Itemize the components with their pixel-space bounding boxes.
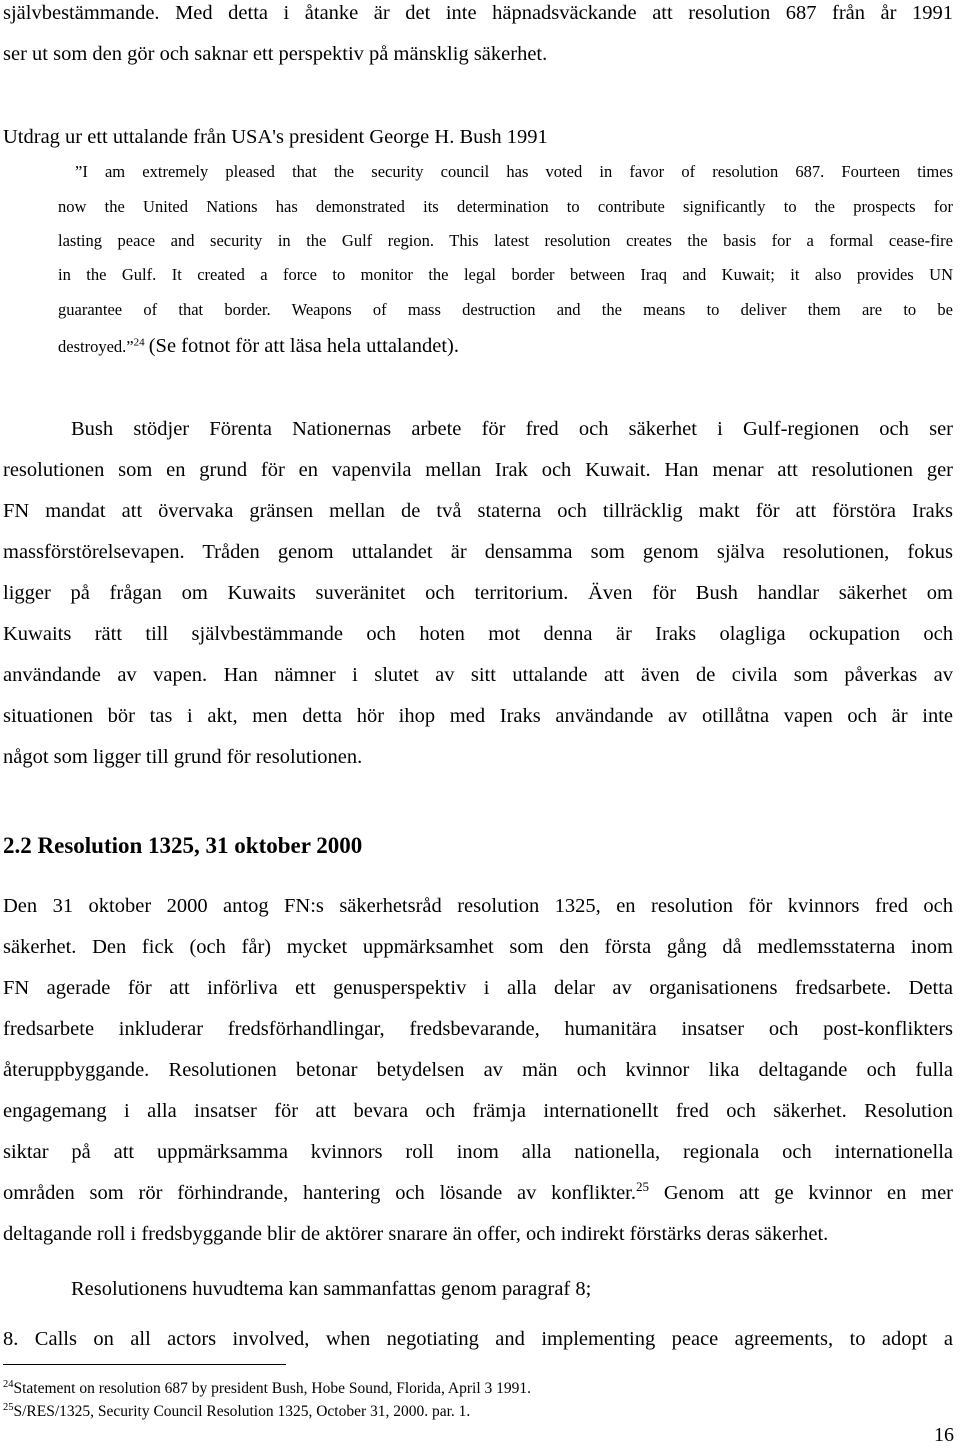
quote-line-6: [3, 329, 953, 364]
res1325-line-3: FN agerade för att införliva ett genusperspektiv i alla delar av organisationens fredsarbete. Detta: [3, 977, 953, 999]
res1325-line-6: engagemang i alla insatser för att bevara och främja internationellt fred och säkerhet. Resolution: [3, 1100, 953, 1122]
res1325-line-4: fredsarbete inkluderar fredsförhandlingar, fredsbevarande, humanitära insatser och post-konflikters: [3, 1018, 953, 1040]
res1325-line-9: deltagande roll i fredsbyggande blir de aktörer snarare än offer, och indirekt förstärks deras säkerhet.: [3, 1223, 829, 1245]
footnote-25-text: S/RES/1325, Security Council Resolution 1325, October 31, 2000. par. 1.: [13, 1403, 471, 1420]
bush-para-line-4: massförstörelsevapen. Tråden genom uttalandet är densamma som genom själva resolutionen, fokus: [3, 541, 953, 563]
bush-para-line-1: Bush stödjer Förenta Nationernas arbete för fred och säkerhet i Gulf-regionen och ser: [71, 418, 953, 440]
res1325-line-1: Den 31 oktober 2000 antog FN:s säkerhetsråd resolution 1325, en resolution för kvinnors fred och: [3, 895, 953, 917]
footnote-ref-24[interactable]: 24: [133, 336, 145, 349]
bush-para-line-8: situationen bör tas i akt, men detta hör ihop med Iraks användande av otillåtna vapen och är inte: [3, 705, 953, 727]
res1325-line-7: siktar på att uppmärksamma kvinnors roll inom alla nationella, regionala och internationella: [3, 1141, 953, 1163]
footnote-24-number: 24: [3, 1378, 14, 1390]
quote-line-1-text: I am extremely pleased that the security council has voted in favor of resolution 687. Fourteen times: [82, 162, 953, 181]
quote-line-6-text: destroyed.: [58, 337, 127, 356]
quote-line-2: now the United Nations has demonstrated its determination to contribute significantly to the prospects for: [58, 197, 953, 216]
quote-heading: Utdrag ur ett uttalande från USA's president George H. Bush 1991: [3, 126, 548, 148]
paragraph-8-line: 8. Calls on all actors involved, when negotiating and implementing peace agreements, to adopt a: [3, 1328, 953, 1350]
res1325-line-8: [3, 1173, 953, 1214]
bush-para-line-6: Kuwaits rätt till självbestämmande och hoten mot denna är Iraks olagliga ockupation och: [3, 623, 953, 645]
footnote-24: [3, 1377, 531, 1400]
footnote-separator: [3, 1364, 286, 1365]
bush-para-line-2: resolutionen som en grund för en vapenvila mellan Irak och Kuwait. Han menar att resolutionen ger: [3, 459, 953, 481]
quote-line-5: guarantee of that border. Weapons of mass destruction and the means to deliver them are to be: [58, 300, 953, 319]
footnote-ref-25[interactable]: 25: [636, 1179, 650, 1195]
intro-line-2: ser ut som den gör och saknar ett perspektiv på mänsklig säkerhet.: [3, 43, 548, 65]
res1325-line-5: återuppbyggande. Resolutionen betonar betydelsen av män och kvinnor lika deltagande och fulla: [3, 1059, 953, 1081]
quote-open-mark: ”: [75, 162, 83, 181]
footnote-25: [3, 1400, 470, 1423]
footnote-24-text: Statement on resolution 687 by president Bush, Hobe Sound, Florida, April 3 1991.: [13, 1380, 531, 1397]
section-heading: 2.2 Resolution 1325, 31 oktober 2000: [3, 833, 363, 858]
quote-line-4: in the Gulf. It created a force to monitor the legal border between Iraq and Kuwait; it also provides UN: [58, 265, 953, 284]
bush-para-line-7: användande av vapen. Han nämner i slutet av sitt uttalande att även de civila som påverkas av: [3, 664, 953, 686]
quote-line-3: lasting peace and security in the Gulf region. This latest resolution creates the basis for a formal cease-fire: [58, 231, 953, 250]
res1325-line-8b: Genom att ge kvinnor en mer: [649, 1182, 953, 1204]
summary-line: Resolutionens huvudtema kan sammanfattas genom paragraf 8;: [71, 1278, 592, 1300]
res1325-line-2: säkerhet. Den fick (och får) mycket uppmärksamhet som den första gång då medlemsstaterna inom: [3, 936, 953, 958]
bush-para-line-9: något som ligger till grund för resolutionen.: [3, 746, 363, 768]
intro-line-1: självbestämmande. Med detta i åtanke är det inte häpnadsväckande att resolution 687 från år 1991: [3, 2, 953, 24]
page-number: 16: [934, 1424, 954, 1446]
quote-line-1: [3, 155, 953, 189]
bush-para-line-3: FN mandat att övervaka gränsen mellan de två staterna och tillräcklig makt för att förstöra Iraks: [3, 500, 953, 522]
footnote-25-number: 25: [3, 1401, 14, 1413]
quote-line-6-tail: (Se fotnot för att läsa hela uttalandet).: [148, 335, 459, 357]
quote-close-mark: ”: [126, 337, 134, 356]
res1325-line-8a: områden som rör förhindrande, hantering och lösande av konflikter.: [3, 1182, 637, 1204]
bush-para-line-5: ligger på frågan om Kuwaits suveränitet och territorium. Även för Bush handlar säkerhet om: [3, 582, 953, 604]
